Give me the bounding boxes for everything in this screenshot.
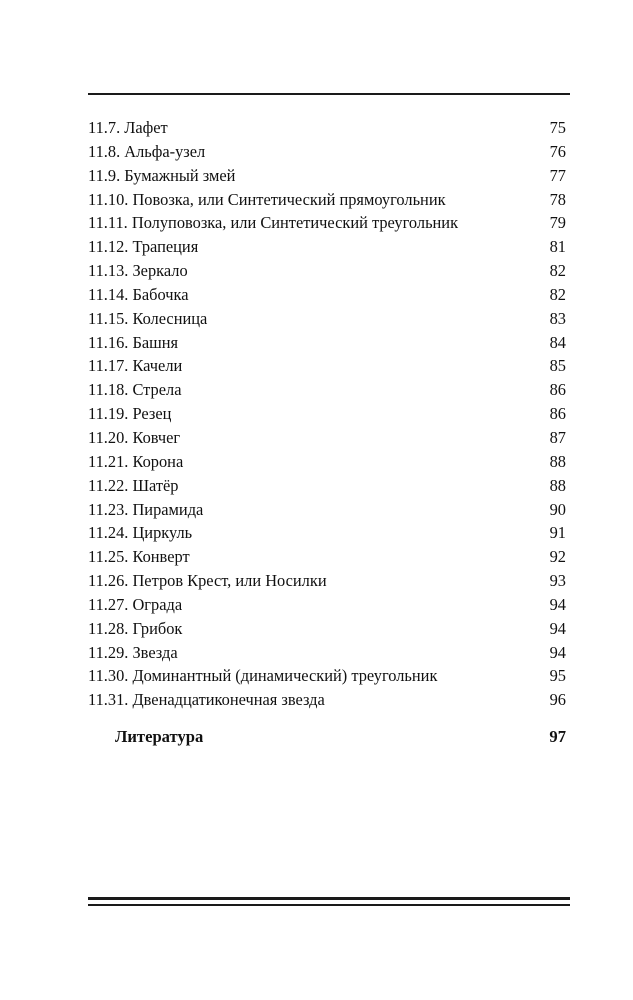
- toc-entry[interactable]: [88, 498, 566, 522]
- toc-entry-page: 94: [549, 594, 566, 614]
- toc-entry-page: 85: [549, 356, 566, 376]
- toc-entry-page: 87: [549, 427, 566, 447]
- toc-entry-title: 11.13. Зеркало: [88, 261, 188, 281]
- toc-entry-page: 77: [549, 165, 566, 185]
- toc-entry-page: 92: [549, 547, 566, 567]
- toc-entry-title: 11.7. Лафет: [88, 118, 168, 137]
- toc-entry[interactable]: [88, 569, 566, 593]
- toc-entry-title: 11.14. Бабочка: [88, 284, 189, 304]
- toc-entry-page: 95: [549, 666, 566, 686]
- toc-entry-title: 11.8. Альфа-узел: [88, 141, 206, 161]
- toc-entry-title: 11.29. Звезда: [88, 642, 178, 662]
- toc-entry-page: 76: [549, 141, 566, 161]
- toc-entry-title: 11.16. Башня: [88, 332, 179, 352]
- toc-entry-page: 83: [549, 308, 566, 328]
- toc-entry-page: 94: [549, 642, 566, 662]
- toc-entry[interactable]: [88, 140, 566, 164]
- toc-entry-page: 78: [549, 189, 566, 209]
- toc-entry[interactable]: [88, 164, 566, 188]
- toc-entry-page: 88: [549, 475, 566, 495]
- toc-entry-page: 90: [549, 499, 566, 519]
- toc-entry[interactable]: [88, 188, 566, 212]
- toc-entry-title: 11.30. Доминантный (динамический) треугольник: [88, 666, 438, 686]
- toc-entry-page: 94: [549, 618, 566, 638]
- toc-entry-title: 11.24. Циркуль: [88, 523, 193, 543]
- toc-entry-title: 11.17. Качели: [88, 356, 183, 376]
- toc-entry[interactable]: [88, 211, 566, 235]
- toc-entry-page: 75: [549, 118, 566, 137]
- toc-entry[interactable]: [88, 378, 566, 402]
- toc-entry[interactable]: [88, 688, 566, 712]
- toc-entry[interactable]: [88, 664, 566, 688]
- toc-entry-page: 86: [549, 404, 566, 424]
- toc-entry-title: 11.27. Ограда: [88, 594, 183, 614]
- toc-entry-page: 97: [549, 727, 566, 747]
- toc-entry-page: 82: [549, 261, 566, 281]
- toc-entry[interactable]: [88, 641, 566, 665]
- toc-entry-title: Литература: [115, 727, 204, 747]
- toc-entry[interactable]: [88, 116, 566, 140]
- toc-entry-page: 93: [549, 571, 566, 591]
- toc-entry[interactable]: [88, 331, 566, 355]
- toc-entry-title: 11.31. Двенадцатиконечная звезда: [88, 690, 325, 710]
- toc-entry[interactable]: [88, 235, 566, 259]
- toc-entry[interactable]: [88, 521, 566, 545]
- toc-entry-page: 96: [549, 690, 566, 710]
- toc-entry-title: 11.25. Конверт: [88, 547, 190, 567]
- toc-entry[interactable]: [88, 545, 566, 569]
- top-rule: [88, 93, 570, 95]
- toc-entry-page: 81: [549, 237, 566, 257]
- toc-entry-page: 86: [549, 380, 566, 400]
- toc-entry-page: 79: [549, 213, 566, 233]
- toc-entry[interactable]: [88, 283, 566, 307]
- toc-entry[interactable]: [88, 474, 566, 498]
- toc-entry-page: 84: [549, 332, 566, 352]
- toc-entry[interactable]: [88, 593, 566, 617]
- toc-entry-title: 11.22. Шатёр: [88, 475, 179, 495]
- toc-entry[interactable]: [88, 354, 566, 378]
- toc-entry[interactable]: [88, 426, 566, 450]
- toc-entry-title: 11.15. Колесница: [88, 308, 208, 328]
- toc-entry-title: 11.9. Бумажный змей: [88, 165, 236, 185]
- toc-entry-title: 11.12. Трапеция: [88, 237, 199, 257]
- toc-entry-literature[interactable]: [88, 725, 566, 749]
- table-of-contents: [88, 116, 566, 749]
- toc-entry-title: 11.26. Петров Крест, или Носилки: [88, 571, 327, 591]
- toc-entry[interactable]: [88, 450, 566, 474]
- toc-entry[interactable]: [88, 617, 566, 641]
- toc-entry-title: 11.28. Грибок: [88, 618, 183, 638]
- toc-entry-title: 11.11. Полуповозка, или Синтетический треугольник: [88, 213, 459, 233]
- toc-entry-title: 11.23. Пирамида: [88, 499, 204, 519]
- toc-entry-page: 91: [549, 523, 566, 543]
- toc-entry-page: 82: [549, 284, 566, 304]
- toc-entry-title: 11.20. Ковчег: [88, 427, 181, 447]
- toc-entry[interactable]: [88, 259, 566, 283]
- toc-entry-title: 11.10. Повозка, или Синтетический прямоугольник: [88, 189, 446, 209]
- bottom-rule-thick: [88, 897, 570, 900]
- toc-entry[interactable]: [88, 307, 566, 331]
- toc-entry-title: 11.19. Резец: [88, 404, 172, 424]
- toc-entry[interactable]: [88, 402, 566, 426]
- toc-entry-title: 11.21. Корона: [88, 451, 184, 471]
- bottom-rule-thin: [88, 904, 570, 906]
- toc-entry-title: 11.18. Стрела: [88, 380, 182, 400]
- toc-entry-page: 88: [549, 451, 566, 471]
